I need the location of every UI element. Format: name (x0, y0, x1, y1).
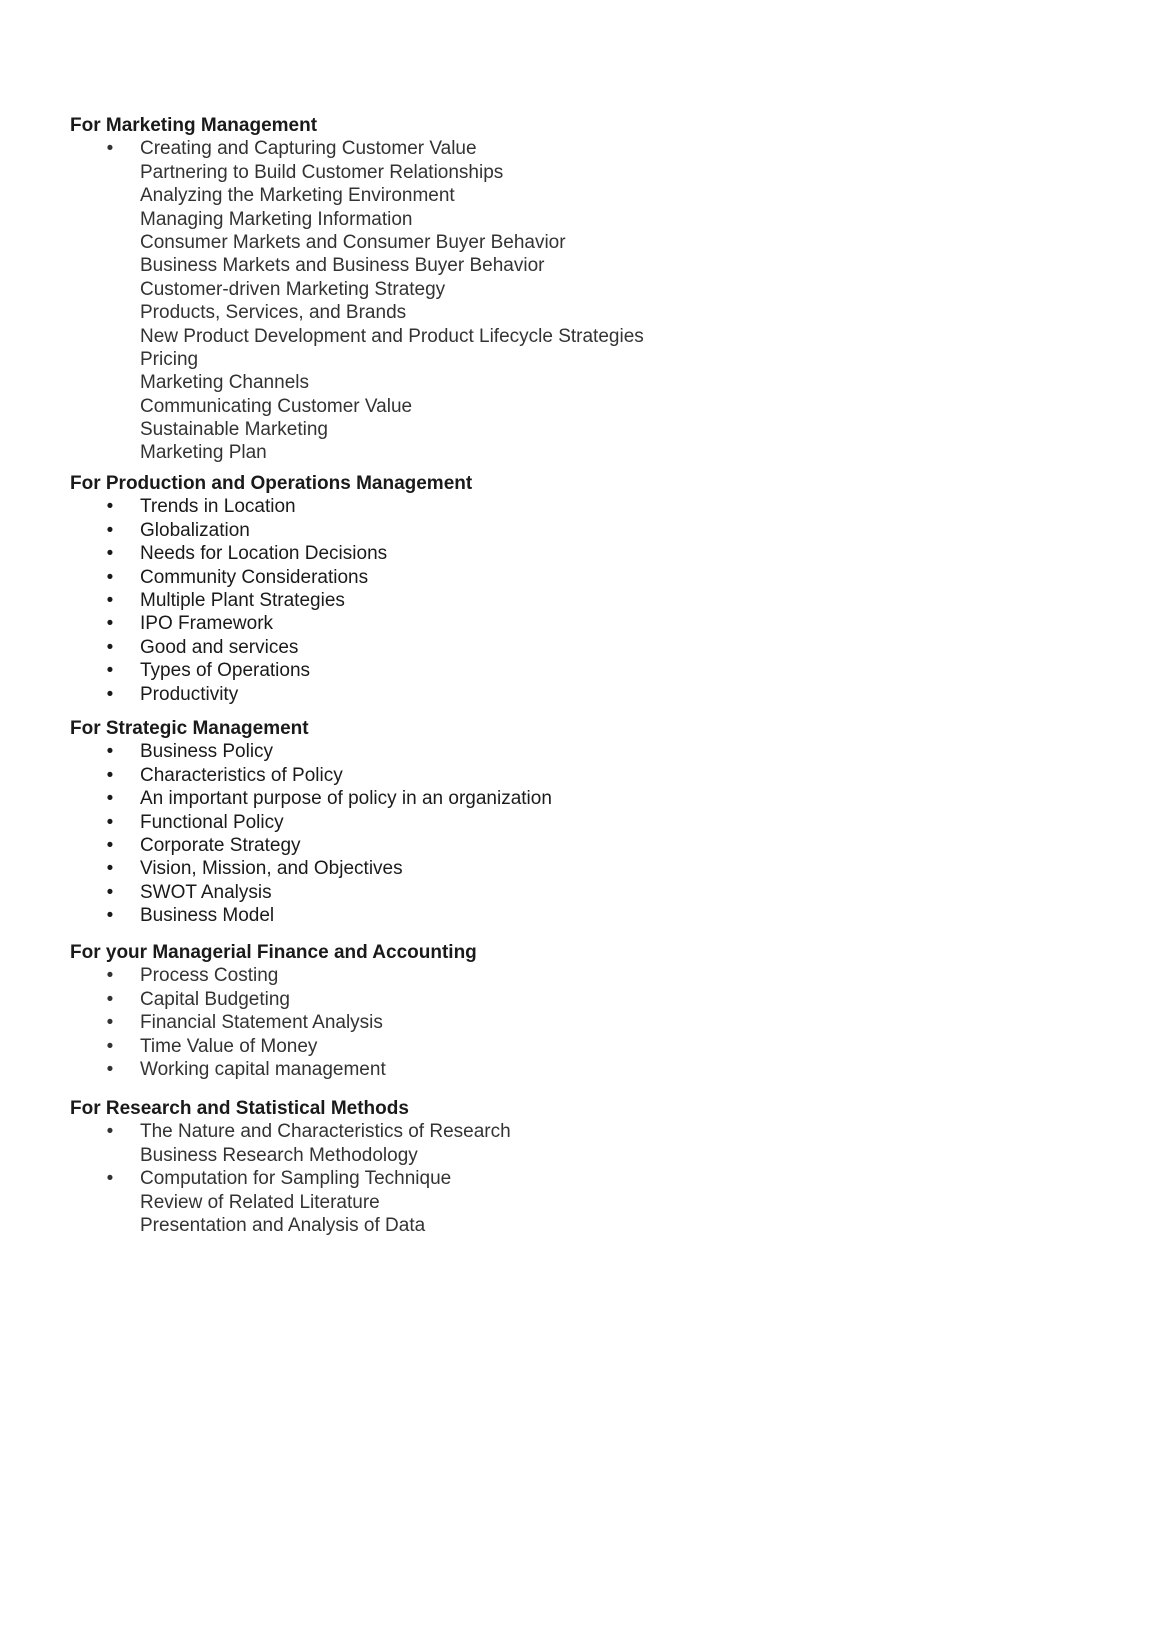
list-item-text: Process Costing (140, 965, 279, 987)
list-item (70, 254, 1070, 277)
list-item (70, 208, 1070, 231)
section-heading: For Research and Statistical Methods (70, 1098, 409, 1119)
bullet-icon: • (106, 496, 114, 518)
list-item (70, 278, 1070, 301)
bullet-icon: • (106, 683, 114, 705)
list-item (70, 988, 1070, 1011)
list-item-text: IPO Framework (140, 613, 274, 635)
list-item (70, 881, 1070, 904)
bullet-icon: • (106, 965, 114, 987)
bullet-icon: • (106, 138, 114, 160)
list-item (70, 857, 1070, 880)
list-item-text: Pricing (140, 348, 199, 370)
list-item-text: Globalization (140, 519, 250, 541)
bullet-icon: • (106, 811, 114, 833)
list-item-text: Time Value of Money (140, 1035, 318, 1057)
list-item (70, 904, 1070, 927)
list-item-text: An important purpose of policy in an organization (140, 788, 552, 810)
bullet-icon: • (106, 741, 114, 763)
list-item-text: Financial Statement Analysis (140, 1012, 383, 1034)
bullet-icon: • (106, 905, 114, 927)
list-item (70, 1058, 1070, 1081)
list-item-text: Multiple Plant Strategies (140, 589, 345, 611)
list-item-text: Community Considerations (140, 566, 369, 588)
bullet-icon: • (106, 589, 114, 611)
list-item-text: Creating and Capturing Customer Value (140, 138, 477, 160)
list-item-text: Customer-driven Marketing Strategy (140, 278, 446, 300)
list-item-text: Computation for Sampling Technique (140, 1168, 452, 1190)
list-item (70, 441, 1070, 464)
list-item (70, 495, 1070, 518)
list-item-text: Managing Marketing Information (140, 208, 413, 230)
list-item (70, 137, 1070, 160)
bullet-icon: • (106, 1012, 114, 1034)
section (70, 472, 1070, 706)
section-heading: For Marketing Management (70, 115, 318, 136)
list-item-text: Corporate Strategy (140, 834, 301, 856)
list-item-text: Capital Budgeting (140, 988, 290, 1010)
list-item (70, 519, 1070, 542)
list-item (70, 589, 1070, 612)
bullet-icon: • (106, 858, 114, 880)
section (70, 114, 1070, 465)
list-item (70, 542, 1070, 565)
bullet-icon: • (106, 660, 114, 682)
list-item-text: New Product Development and Product Lifecycle Strategies (140, 325, 644, 347)
list-item (70, 659, 1070, 682)
bullet-icon: • (106, 543, 114, 565)
list-item (70, 1167, 1070, 1190)
list-item (70, 1144, 1070, 1167)
bullet-icon: • (106, 636, 114, 658)
list-item-text: Presentation and Analysis of Data (140, 1214, 426, 1236)
list-item-text: Business Policy (140, 741, 274, 763)
list-item (70, 1035, 1070, 1058)
list-item-text: The Nature and Characteristics of Research (140, 1121, 511, 1143)
list-item (70, 301, 1070, 324)
list-item-text: Functional Policy (140, 811, 284, 833)
bullet-icon: • (106, 1121, 114, 1143)
section (70, 1097, 1070, 1237)
list-item-text: Products, Services, and Brands (140, 302, 407, 324)
list-item-text: Communicating Customer Value (140, 395, 413, 417)
bullet-icon: • (106, 1035, 114, 1057)
list-item-text: Sustainable Marketing (140, 419, 328, 441)
bullet-icon: • (106, 788, 114, 810)
list-item-text: Partnering to Build Customer Relationships (140, 161, 504, 183)
list-item (70, 566, 1070, 589)
list-item-text: Marketing Plan (140, 442, 267, 464)
list-item-text: Good and services (140, 636, 299, 658)
list-item (70, 348, 1070, 371)
list-item (70, 1011, 1070, 1034)
list-item-text: Marketing Channels (140, 372, 309, 394)
list-item (70, 1214, 1070, 1237)
list-item (70, 1191, 1070, 1214)
list-item (70, 184, 1070, 207)
list-item-text: Analyzing the Marketing Environment (140, 185, 455, 207)
list-item-text: Business Markets and Business Buyer Behavior (140, 255, 545, 277)
list-item (70, 325, 1070, 348)
section (70, 941, 1070, 1081)
list-item (70, 1120, 1070, 1143)
list-item (70, 787, 1070, 810)
list-item-text: Characteristics of Policy (140, 764, 343, 786)
bullet-icon: • (106, 764, 114, 786)
section-heading: For your Managerial Finance and Accounting (70, 942, 477, 963)
list-item-text: Needs for Location Decisions (140, 543, 388, 565)
list-item (70, 371, 1070, 394)
list-item (70, 683, 1070, 706)
section (70, 717, 1070, 928)
list-item-text: Working capital management (140, 1058, 386, 1080)
list-item (70, 964, 1070, 987)
section-heading: For Production and Operations Management (70, 473, 473, 494)
bullet-icon: • (106, 1168, 114, 1190)
list-item-text: Review of Related Literature (140, 1191, 380, 1213)
list-item (70, 612, 1070, 635)
bullet-icon: • (106, 566, 114, 588)
section-heading: For Strategic Management (70, 718, 309, 739)
list-item-text: Trends in Location (140, 496, 296, 518)
list-item (70, 418, 1070, 441)
bullet-icon: • (106, 519, 114, 541)
list-item (70, 231, 1070, 254)
bullet-icon: • (106, 1058, 114, 1080)
list-item-text: Productivity (140, 683, 239, 705)
list-item (70, 740, 1070, 763)
list-item (70, 161, 1070, 184)
list-item (70, 636, 1070, 659)
list-item-text: SWOT Analysis (140, 881, 272, 903)
bullet-icon: • (106, 834, 114, 856)
list-item (70, 811, 1070, 834)
list-item-text: Business Model (140, 905, 275, 927)
list-item (70, 395, 1070, 418)
bullet-icon: • (106, 988, 114, 1010)
list-item-text: Types of Operations (140, 660, 311, 682)
list-item-text: Vision, Mission, and Objectives (140, 858, 403, 880)
bullet-icon: • (106, 613, 114, 635)
list-item-text: Business Research Methodology (140, 1144, 418, 1166)
list-item (70, 764, 1070, 787)
list-item (70, 834, 1070, 857)
bullet-icon: • (106, 881, 114, 903)
list-item-text: Consumer Markets and Consumer Buyer Behavior (140, 231, 566, 253)
